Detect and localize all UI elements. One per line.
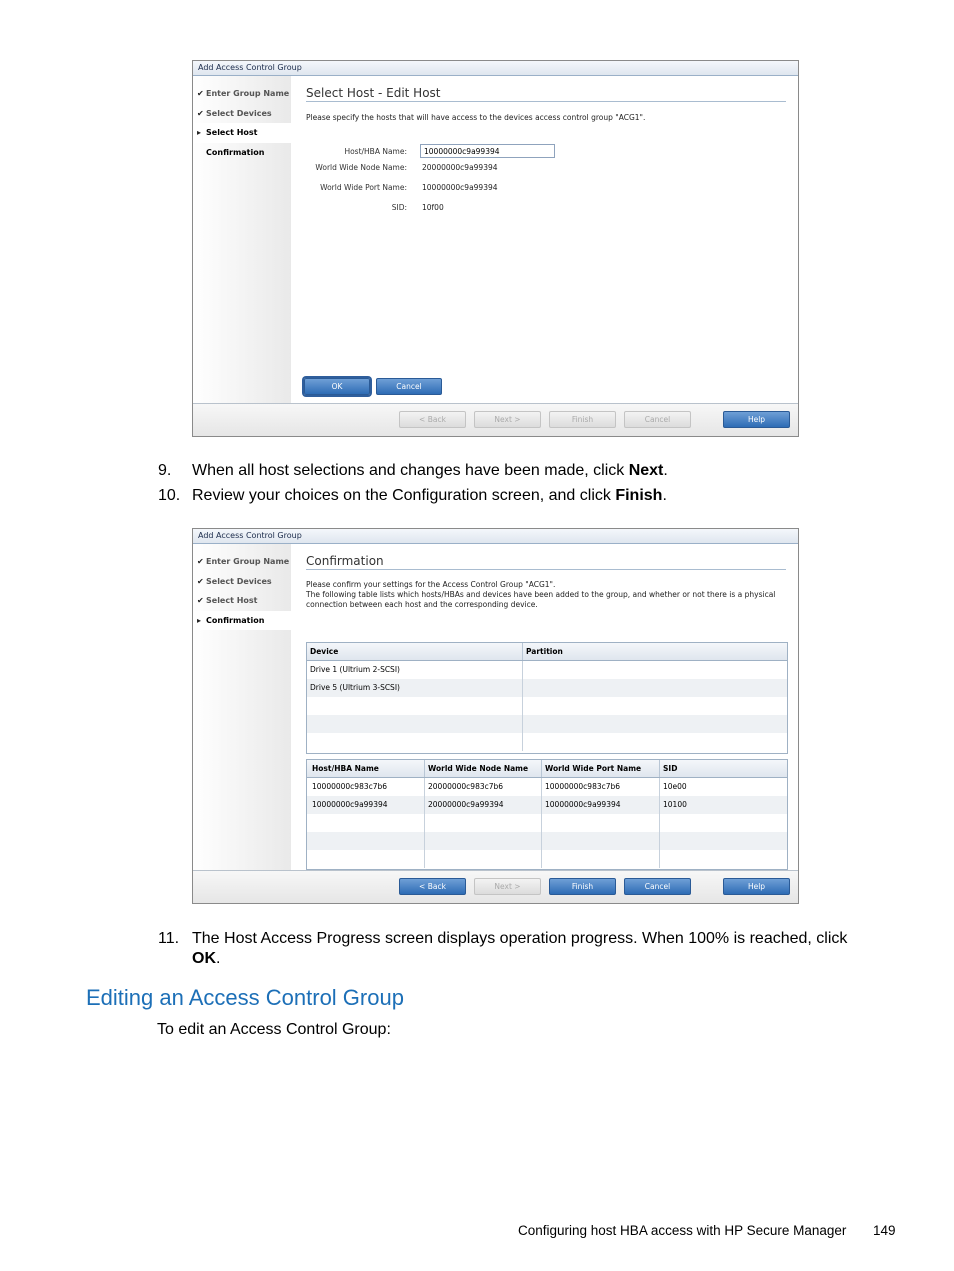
table-header [307,643,787,661]
table-cell [660,832,787,850]
table-cell [425,850,542,868]
field-label: World Wide Port Name: [320,183,407,192]
field-label: SID: [391,203,407,212]
step-number: 11. [158,930,180,947]
table-cell [307,715,523,733]
field-label: Host/HBA Name: [344,147,407,156]
check-icon: ✔ [197,108,204,118]
wizard-footer [193,870,798,903]
wizard-step-label: Confirmation [206,147,265,157]
screenshot-confirmation [192,528,799,904]
table-cell [307,814,425,832]
field-row [291,203,791,217]
table-cell: 10000000c983c7b6 [542,778,660,796]
table-cell [542,832,660,850]
wizard-steps [193,544,291,872]
wizard-step-label: Select Host [206,128,258,138]
step-text-bold: Next [628,462,664,479]
step-text-body: When all host selections and changes have been made, click [192,462,629,479]
table-row [307,814,787,832]
field-row [291,144,791,160]
wizard-step[interactable] [193,84,291,104]
field-label: World Wide Node Name: [315,163,407,172]
wizard-steps [193,76,291,405]
step-text [192,461,668,481]
step-text-end: . [662,487,667,504]
step-text-body: The Host Access Progress screen displays operation progress. When 100% is reached, click [192,930,848,947]
step-text-body: Review your choices on the Configuration screen, and click [192,487,616,504]
wizard-step-label: Confirmation [206,615,265,625]
table-cell [425,832,542,850]
panel-title: Confirmation [306,554,786,570]
ok-button[interactable]: OK [304,378,370,395]
table-cell [523,697,787,715]
table-cell [660,814,787,832]
screenshot-select-host [192,60,799,437]
panel-description-line: connection between each host and the corresponding device. [306,600,538,609]
table-cell [425,814,542,832]
help-button[interactable]: Help [723,411,790,428]
field-value: 20000000c9a99394 [422,163,498,172]
table-header [307,760,787,778]
wizard-step-label: Enter Group Name [206,89,290,98]
panel-title: Select Host - Edit Host [306,86,786,102]
column-header[interactable]: World Wide Port Name [542,760,660,777]
wizard-step[interactable] [193,611,291,631]
hosts-table [306,759,788,870]
table-cell [307,832,425,850]
window-title: Add Access Control Group [193,61,798,76]
table-row[interactable] [307,661,787,679]
table-cell [523,679,787,697]
next-button[interactable]: Next > [474,878,541,895]
field-value: 10f00 [422,203,444,212]
panel-description: Please specify the hosts that will have access to the devices access control group "ACG1". [306,113,646,122]
body-paragraph: To edit an Access Control Group: [157,1021,391,1038]
help-button[interactable]: Help [723,878,790,895]
field-row [291,183,791,197]
table-cell [542,814,660,832]
check-icon: ✔ [197,576,204,586]
finish-button[interactable]: Finish [549,878,616,895]
table-row [307,832,787,850]
wizard-footer [193,403,798,436]
step-text-end: . [663,462,668,479]
check-icon: ✔ [197,596,204,606]
table-row[interactable] [307,679,787,697]
cancel-button[interactable]: Cancel [624,411,691,428]
table-cell [523,661,787,679]
table-cell: Drive 5 (Ultrium 3-SCSI) [307,679,523,697]
table-row [307,697,787,715]
table-row[interactable] [307,778,787,796]
arrow-right-icon: ▸ [197,128,202,138]
finish-button[interactable]: Finish [549,411,616,428]
step-number: 10. [158,487,181,504]
step-text-bold: OK [192,950,216,967]
wizard-step[interactable] [193,552,291,572]
next-button[interactable]: Next > [474,411,541,428]
table-row [307,733,787,751]
table-cell: 10000000c983c7b6 [307,778,425,796]
page-footer-title: Configuring host HBA access with HP Secure Manager [518,1223,847,1238]
back-button[interactable]: < Back [399,411,466,428]
column-header[interactable]: SID [663,764,678,773]
check-icon: ✔ [197,89,204,98]
cancel-button[interactable]: Cancel [376,378,442,395]
table-cell [307,733,523,751]
table-cell [307,850,425,868]
table-cell [523,715,787,733]
table-row [307,850,787,868]
panel-description-line: The following table lists which hosts/HBAs and devices have been added to the group, and whether or not there is a physical [306,590,776,599]
table-row [307,715,787,733]
column-header[interactable]: Device [307,643,523,660]
field-row [291,163,791,177]
table-cell [660,850,787,868]
table-cell: 10100 [663,800,687,809]
table-cell: 10000000c9a99394 [542,796,660,814]
wizard-step[interactable] [193,123,291,143]
wizard-step-label: Select Devices [206,576,272,586]
wizard-step-label: Enter Group Name [206,557,290,566]
cancel-button[interactable]: Cancel [624,878,691,895]
wizard-step[interactable] [193,104,291,124]
table-cell: 10e00 [663,782,687,791]
step-text-end: . [216,950,221,967]
field-value: 10000000c9a99394 [422,183,498,192]
step-text [192,486,667,506]
wizard-panel [291,544,798,872]
table-cell [542,850,660,868]
panel-description-line: Please confirm your settings for the Access Control Group "ACG1". [306,580,556,589]
column-header[interactable]: Partition [526,647,563,656]
column-header[interactable]: Host/HBA Name [307,760,425,777]
wizard-panel [291,76,798,405]
arrow-right-icon: ▸ [197,615,202,625]
back-button[interactable]: < Back [399,878,466,895]
window-title: Add Access Control Group [193,529,798,544]
host-hba-name-input[interactable] [420,144,555,158]
table-cell: Drive 1 (Ultrium 2-SCSI) [307,661,523,679]
table-cell [523,733,787,751]
table-cell: 10000000c9a99394 [307,796,425,814]
table-row[interactable] [307,796,787,814]
table-cell [307,697,523,715]
page-number: 149 [873,1223,896,1238]
wizard-step-label: Select Host [206,596,258,606]
devices-table [306,642,788,754]
step-text-bold: Finish [615,487,663,504]
section-heading: Editing an Access Control Group [86,985,404,1010]
table-cell: 20000000c9a99394 [425,796,542,814]
wizard-step-label: Select Devices [206,108,272,118]
step-number: 9. [158,462,172,479]
wizard-step[interactable] [193,591,291,611]
wizard-step[interactable] [193,143,291,163]
check-icon: ✔ [197,557,204,566]
wizard-step[interactable] [193,572,291,592]
table-cell: 20000000c983c7b6 [425,778,542,796]
step-text [192,929,892,969]
column-header[interactable]: World Wide Node Name [425,760,542,777]
